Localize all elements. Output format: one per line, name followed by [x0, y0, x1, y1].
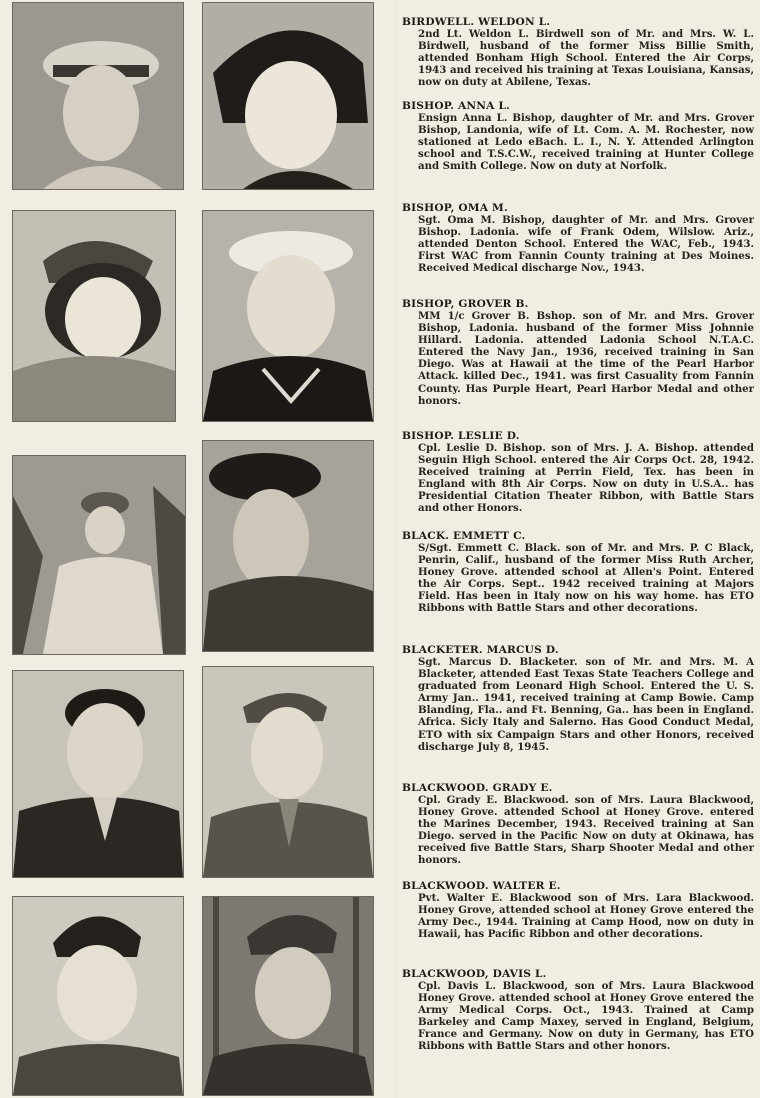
entry-bio: 2nd Lt. Weldon L. Birdwell son of Mr. and Mrs. W. L. Birdwell, husband of the former Miss Billie Smith, attended Bonham High School. Entered the Air Corps, 1943 and received his training at Texas Louisiana, Kansas, now on duty at Abilene, Texas. [418, 28, 754, 89]
entry-grady-blackwood [402, 782, 754, 867]
portrait-leslie-bishop [12, 455, 186, 655]
entry-marcus-blacketer [402, 644, 754, 753]
entry-bio: Cpl. Davis L. Blackwood, son of Mrs. Laura Blackwood Honey Grove. attended school at Honey Grove entered the Army Medical Corps. Oct., 1943. Trained at Camp Barkeley and Camp Maxey, served in England, Belgium, France and Germany. Now on duty in Germany, has ETO Ribbons with Battle Stars and other honors. [418, 980, 754, 1053]
entry-name: BISHOP. LESLIE D. [402, 430, 520, 442]
entry-name: BIRDWELL. WELDON L. [402, 16, 551, 28]
portrait-walter-blackwood [12, 896, 184, 1096]
entry-bio: Pvt. Walter E. Blackwood son of Mrs. Lara Blackwood. Honey Grove, attended school at Honey Grove entered the Army Dec., 1944. Training at Camp Hood, now on duty in Hawaii, has Pacific Ribbon and other decorations. [418, 892, 754, 941]
entry-name: BLACKWOOD. WALTER E. [402, 880, 561, 892]
portrait-birdwell [12, 2, 184, 190]
portrait-marcus-blacketer [12, 670, 184, 878]
entry-bio: Cpl. Grady E. Blackwood. son of Mrs. Laura Blackwood, Honey Grove. attended School at Honey Grove. entered the Marines December, 1943. Received training at San Diego. served in the Pacific Now on duty at Okinawa, has received five Battle Stars, Sharp Shooter Medal and other honors. [418, 794, 754, 867]
entry-birdwell [402, 16, 754, 88]
entry-name: BISHOP, GROVER B. [402, 298, 529, 310]
entry-name: BLACKETER. MARCUS D. [402, 644, 559, 656]
entry-name: BISHOP, OMA M. [402, 202, 508, 214]
photo-column [6, 0, 376, 1098]
portrait-emmett-black [202, 440, 374, 652]
portrait-davis-blackwood [202, 896, 374, 1096]
entry-name: BLACKWOOD, DAVIS L. [402, 968, 547, 980]
entry-bio: Sgt. Marcus D. Blacketer. son of Mr. and Mrs. M. A Blacketer, attended East Texas State Teachers College and graduated from Leonard High School. Entered the U. S. Army Jan.. 1941, received training at Camp Bowie. Camp Blanding, Fla.. and Ft. Benning, Ga.. has been in England. Africa. Sicly Italy and Salerno. Has Good Conduct Medal, ETO with six Campaign Stars and other Honors, received discharge July 8, 1945. [418, 656, 754, 753]
entry-bio: Ensign Anna L. Bishop, daughter of Mr. and Mrs. Grover Bishop, Landonia, wife of Lt. Com. A. M. Rochester, now stationed at Ledo eBach. L. I., N. Y. Attended Arlington school and T.S.C.W., received training at Hunter College and Smith College. Now on duty at Norfolk. [418, 112, 754, 173]
entry-bio: MM 1/c Grover B. Bshop. son of Mr. and Mrs. Grover Bishop, Ladonia. husband of the former Miss Johnnie Hillard. Ladonia. attended Ladonia School N.T.A.C. Entered the Navy Jan., 1936, received training in San Diego. Was at Hawaii at the time of the Pearl Harbor Attack. killed Dec., 1941. was first Casuality from Fannin County. Has Purple Heart, Pearl Harbor Medal and other honors. [418, 310, 754, 407]
entry-leslie-bishop [402, 430, 754, 515]
entry-anna-bishop [402, 100, 754, 172]
portrait-anna-bishop [202, 2, 374, 190]
entry-walter-blackwood [402, 880, 754, 940]
entry-bio: Cpl. Leslie D. Bishop. son of Mrs. J. A. Bishop. attended Seguin High School. entered the Air Corps Oct. 28, 1942. Received training at Perrin Field, Tex. has been in England with 8th Air Corps. Now on duty in U.S.A.. has Presidential Citation Theater Ribbon, with Battle Stars and other Honors. [418, 442, 754, 515]
entry-name: BISHOP. ANNA L. [402, 100, 511, 112]
entry-bio: S/Sgt. Emmett C. Black. son of Mr. and Mrs. P. C Black, Penrin, Calif., husband of the former Miss Ruth Archer, Honey Grove. attended school at Allen's Point. Entered the Air Corps. Sept.. 1942 received training at Majors Field. Has been in Italy now on his way home. has ETO Ribbons with Battle Stars and other decorations. [418, 542, 754, 615]
portrait-grover-bishop [202, 210, 374, 422]
entry-emmett-black [402, 530, 754, 615]
entry-bio: Sgt. Oma M. Bishop, daughter of Mr. and Mrs. Grover Bishop. Ladonia. wife of Frank Odem, Wilslow. Ariz., attended Denton School. Entered the WAC, Feb., 1943. First WAC from Fannin County training at Des Moines. Received Medical discharge Nov., 1943. [418, 214, 754, 275]
entry-name: BLACKWOOD. GRADY E. [402, 782, 553, 794]
page-fold [396, 0, 398, 1098]
entry-oma-bishop [402, 202, 754, 274]
portrait-grady-blackwood [202, 666, 374, 878]
entry-name: BLACK. EMMETT C. [402, 530, 526, 542]
entry-davis-blackwood [402, 968, 754, 1053]
entry-grover-bishop [402, 298, 754, 407]
portrait-oma-bishop [12, 210, 176, 422]
